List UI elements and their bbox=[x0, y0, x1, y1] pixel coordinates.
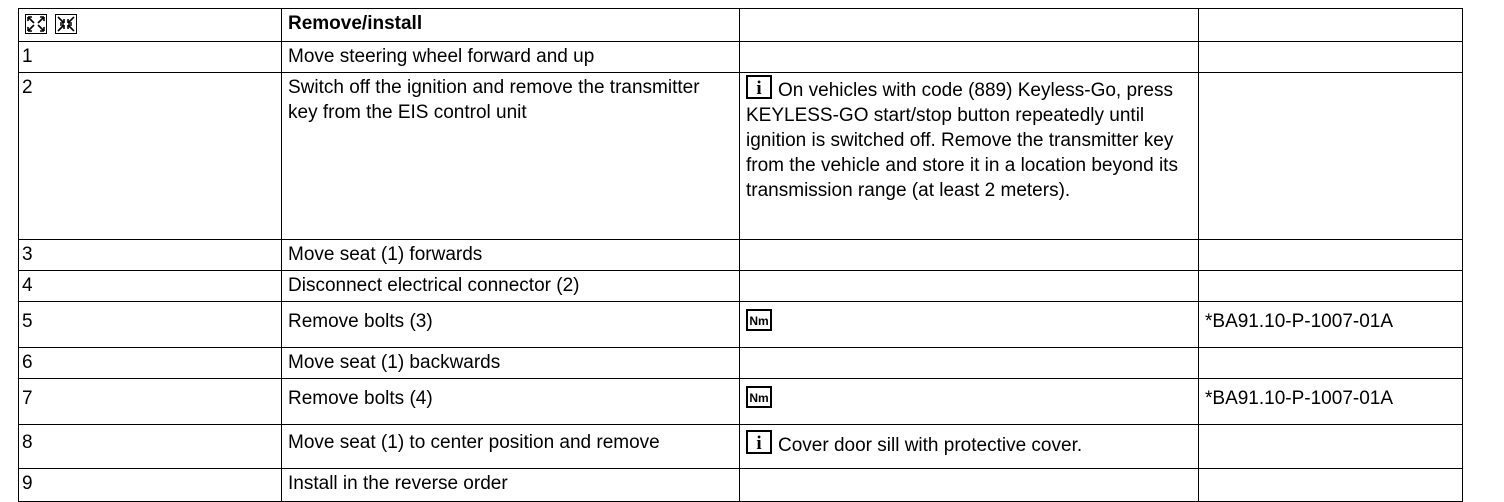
step-row bbox=[19, 348, 1463, 379]
step-reference[interactable]: *BA91.10-P-1007-01A bbox=[1199, 302, 1463, 348]
step-number: 3 bbox=[19, 240, 282, 271]
step-action: Disconnect electrical connector (2) bbox=[282, 271, 740, 302]
section-title: Remove/install bbox=[282, 9, 740, 42]
step-note bbox=[740, 240, 1199, 271]
step-number: 7 bbox=[19, 379, 282, 425]
step-reference bbox=[1199, 425, 1463, 469]
step-action: Move steering wheel forward and up bbox=[282, 42, 740, 73]
step-row bbox=[19, 379, 1463, 425]
step-row bbox=[19, 302, 1463, 348]
step-number: 2 bbox=[19, 73, 282, 240]
expand-all-icon[interactable] bbox=[25, 14, 47, 34]
svg-text:i: i bbox=[756, 78, 762, 99]
step-action: Move seat (1) forwards bbox=[282, 240, 740, 271]
step-note bbox=[740, 73, 1199, 240]
step-number: 6 bbox=[19, 348, 282, 379]
step-reference bbox=[1199, 469, 1463, 502]
svg-text:i: i bbox=[756, 433, 762, 454]
step-note bbox=[740, 302, 1199, 348]
step-note bbox=[740, 271, 1199, 302]
step-row bbox=[19, 240, 1463, 271]
step-row bbox=[19, 425, 1463, 469]
step-number: 1 bbox=[19, 42, 282, 73]
step-note bbox=[740, 42, 1199, 73]
step-number: 5 bbox=[19, 302, 282, 348]
torque-icon[interactable] bbox=[746, 386, 772, 408]
step-action: Move seat (1) to center position and remove bbox=[282, 425, 740, 469]
step-row bbox=[19, 271, 1463, 302]
info-icon[interactable] bbox=[746, 75, 772, 99]
step-reference bbox=[1199, 73, 1463, 240]
step-action: Remove bolts (3) bbox=[282, 302, 740, 348]
procedure-table bbox=[18, 8, 1463, 502]
header-reference-cell bbox=[1199, 9, 1463, 42]
step-note-text: Cover door sill with protective cover. bbox=[778, 435, 1083, 456]
torque-icon[interactable] bbox=[746, 309, 772, 331]
step-note-text: On vehicles with code (889) Keyless-Go, press KEYLESS-GO start/stop button repeatedly until ignition is switched off. Remove the transmitter key from the vehicle and store it in a location beyond its transmission range (at least 2 meters). bbox=[746, 80, 1178, 201]
svg-text:Nm: Nm bbox=[749, 391, 769, 405]
step-note bbox=[740, 348, 1199, 379]
step-note bbox=[740, 379, 1199, 425]
step-reference bbox=[1199, 271, 1463, 302]
step-action: Move seat (1) backwards bbox=[282, 348, 740, 379]
step-number: 8 bbox=[19, 425, 282, 469]
step-number: 4 bbox=[19, 271, 282, 302]
step-reference bbox=[1199, 240, 1463, 271]
step-reference bbox=[1199, 348, 1463, 379]
step-note bbox=[740, 469, 1199, 502]
svg-text:Nm: Nm bbox=[749, 314, 769, 328]
step-row bbox=[19, 469, 1463, 502]
step-action: Switch off the ignition and remove the transmitter key from the EIS control unit bbox=[282, 73, 740, 240]
collapse-all-icon[interactable] bbox=[55, 14, 77, 34]
step-action: Install in the reverse order bbox=[282, 469, 740, 502]
info-icon[interactable] bbox=[746, 430, 772, 454]
header-row bbox=[19, 9, 1463, 42]
step-row bbox=[19, 42, 1463, 73]
step-number: 9 bbox=[19, 469, 282, 502]
step-reference bbox=[1199, 42, 1463, 73]
step-reference[interactable]: *BA91.10-P-1007-01A bbox=[1199, 379, 1463, 425]
header-note-cell bbox=[740, 9, 1199, 42]
step-row bbox=[19, 73, 1463, 240]
step-note bbox=[740, 425, 1199, 469]
toolbar-cell bbox=[19, 9, 282, 42]
step-action: Remove bolts (4) bbox=[282, 379, 740, 425]
